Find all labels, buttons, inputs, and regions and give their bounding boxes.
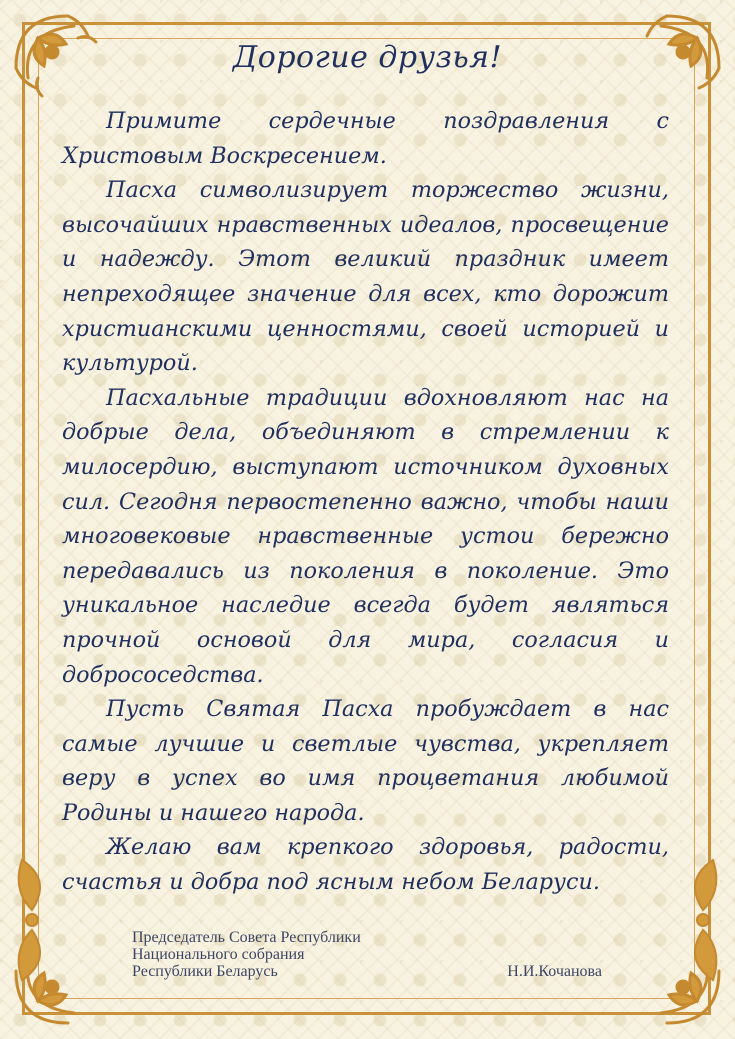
- paragraph: Примите сердечные поздравления с Христовым Воскресением.: [62, 108, 669, 169]
- signature-position-line: Республики Беларусь: [132, 963, 278, 980]
- paragraph: Пасхальные традиции вдохновляют нас на добрые дела, объединяют в стремлении к милосердию, выступают источником духовных сил. Сегодня первостепенно важно, чтобы наши многовековые нравственные устои бережно передавались из поколения в поколение. Это уникальное наследие всегда будет являться прочной основой для мира, согласия и добрососедства.: [62, 384, 669, 688]
- paragraph: Пусть Святая Пасха пробуждает в нас самые лучшие и светлые чувства, укрепляет веру в успех во имя процветания любимой Родины и нашего народа.: [62, 696, 669, 826]
- paragraph: Желаю вам крепкого здоровья, радости, счастья и добра под ясным небом Беларуси.: [62, 834, 669, 896]
- ornament-side-icon: [665, 850, 725, 990]
- letter-body: [62, 104, 669, 900]
- signature-name: Н.И.Кочанова: [507, 963, 602, 980]
- signature-block: [132, 929, 602, 980]
- signature-position-line: Национального собрания: [132, 946, 305, 963]
- greeting-title: Дорогие друзья!: [232, 40, 503, 75]
- paragraph: Пасха символизирует торжество жизни, высочайших нравственных идеалов, просвещение и надежду. Этот великий праздник имеет непреходящее значение для всех, кто дорожит христианскими ценностями, своей историей и культурой.: [62, 177, 669, 377]
- signature-position-line: Председатель Совета Республики: [132, 929, 361, 946]
- ornament-side-icon: [10, 850, 70, 990]
